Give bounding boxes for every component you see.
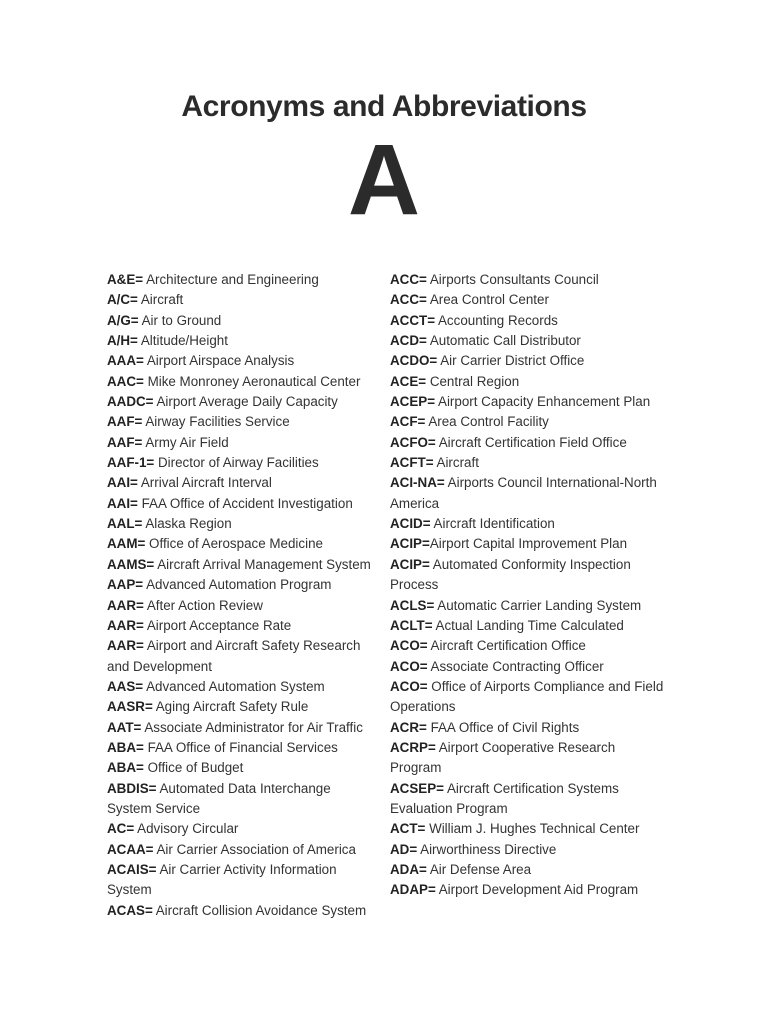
acronym-entry: [107, 392, 375, 412]
acronym-term: A&E=: [107, 272, 144, 287]
acronym-definition: Associate Contracting Officer: [427, 658, 604, 674]
acronym-definition: Area Control Facility: [425, 414, 549, 430]
acronym-term: ACC=: [390, 292, 427, 308]
acronym-term: ACI-NA=: [390, 475, 445, 491]
acronym-definition: Advanced Automation System: [143, 678, 325, 694]
acronym-definition: Aircraft Identification: [430, 516, 555, 532]
acronym-entry: [390, 473, 666, 514]
acronym-definition: Altitude/Height: [137, 333, 228, 349]
acronym-term: ACD=: [390, 333, 427, 349]
acronym-term: ACLT=: [390, 617, 433, 633]
acronym-term: ACAA=: [107, 841, 154, 857]
acronym-definition: Airport Development Aid Program: [435, 882, 639, 898]
acronym-definition: Aging Aircraft Safety Rule: [152, 699, 309, 715]
acronym-entry: [390, 453, 666, 473]
acronym-definition: FAA Office of Accident Investigation: [137, 495, 353, 511]
acronym-term: AAF-1=: [107, 455, 155, 471]
acronym-term: ACCT=: [390, 312, 436, 328]
acronym-definition: FAA Office of Financial Services: [143, 739, 338, 755]
acronym-definition: Airport Cooperative Research Program: [390, 739, 616, 776]
acronym-entry: [107, 779, 375, 820]
acronym-definition: Airport Acceptance Rate: [143, 617, 292, 633]
acronym-definition: FAA Office of Civil Rights: [426, 719, 580, 735]
acronym-entry: [107, 412, 375, 432]
acronym-entry: [107, 311, 375, 331]
acronym-definition: Airports Consultants Council: [426, 272, 599, 287]
acronym-definition: Air Defense Area: [426, 861, 532, 877]
acronym-entry: [107, 473, 375, 493]
acronym-entry: [390, 290, 666, 310]
acronym-definition: William J. Hughes Technical Center: [425, 821, 640, 837]
acronym-definition: After Action Review: [143, 597, 263, 613]
acronym-term: AD=: [390, 841, 418, 857]
acronym-definition: Airport Airspace Analysis: [143, 353, 295, 369]
acronym-term: ACIP=: [390, 556, 430, 572]
acronym-definition: Aircraft: [433, 455, 479, 471]
acronym-definition: Aircraft Certification Field Office: [435, 434, 627, 450]
acronym-term: AAT=: [107, 719, 142, 735]
acronym-term: ADA=: [390, 861, 427, 877]
acronym-entry: [107, 677, 375, 697]
acronym-entry: [390, 819, 666, 839]
acronym-term: AAI=: [107, 475, 138, 491]
acronym-entry: [107, 636, 375, 677]
acronym-definition: Office of Aerospace Medicine: [145, 536, 323, 552]
acronym-entry: [390, 412, 666, 432]
acronym-entry: [107, 555, 375, 575]
left-column: [107, 270, 375, 921]
acronym-term: ACT=: [390, 821, 426, 837]
acronym-entry: [390, 534, 666, 554]
acronym-term: ACIP=: [390, 536, 430, 552]
acronym-term: ACSEP=: [390, 780, 444, 796]
acronym-definition: Area Control Center: [426, 292, 549, 308]
acronym-entry: [390, 880, 666, 900]
acronym-entry: [107, 331, 375, 351]
acronym-definition: Army Air Field: [142, 434, 229, 450]
acronym-term: AAR=: [107, 597, 144, 613]
acronym-definition: Air Carrier Association of America: [153, 841, 356, 857]
acronym-term: AAMS=: [107, 556, 155, 572]
acronym-term: AAL=: [107, 516, 143, 532]
acronym-entry: [107, 718, 375, 738]
acronym-definition: Airport Average Daily Capacity: [153, 394, 338, 410]
acronym-term: AAF=: [107, 434, 143, 450]
acronym-entry: [390, 677, 666, 718]
acronym-entry: [107, 494, 375, 514]
acronym-term: AAM=: [107, 536, 146, 552]
acronym-definition: Accounting Records: [435, 312, 558, 328]
acronym-entry: [390, 779, 666, 820]
acronym-definition: Central Region: [426, 373, 520, 389]
acronym-entry: [107, 270, 375, 290]
acronym-definition: Airport Capital Improvement Plan: [429, 536, 628, 552]
acronym-definition: Airport Capacity Enhancement Plan: [435, 394, 651, 410]
acronym-definition: Architecture and Engineering: [143, 272, 319, 287]
acronym-definition: Alaska Region: [142, 516, 232, 532]
acronym-definition: Aircraft Certification Office: [427, 638, 586, 654]
acronym-definition: Automated Conformity Inspection Process: [390, 556, 631, 593]
acronym-entry: [390, 351, 666, 371]
acronym-term: ABA=: [107, 739, 144, 755]
acronym-entry: [390, 860, 666, 880]
acronym-term: ACC=: [390, 272, 427, 287]
acronym-definition: Office of Airports Compliance and Field Operations: [390, 678, 664, 715]
acronym-term: ACFT=: [390, 455, 434, 471]
acronym-term: ACRP=: [390, 739, 436, 755]
acronym-entry: [390, 331, 666, 351]
acronym-definition: Airway Facilities Service: [142, 414, 290, 430]
acronym-term: ABDIS=: [107, 780, 157, 796]
acronym-term: AAA=: [107, 353, 144, 369]
acronym-definition: Airports Council International-North America: [390, 475, 657, 511]
acronym-definition: Aircraft: [137, 292, 184, 308]
acronym-term: ACFO=: [390, 434, 436, 450]
acronym-term: A/C=: [107, 292, 138, 308]
acronym-entry: [107, 372, 375, 392]
acronym-definition: Automated Data Interchange System Service: [107, 780, 331, 816]
page-title: Acronyms and Abbreviations: [181, 90, 587, 123]
acronym-term: ACF=: [390, 414, 426, 430]
acronym-entry: [390, 270, 666, 290]
acronym-entry: [107, 819, 375, 839]
acronym-entry: [390, 738, 666, 779]
acronym-definition: Air Carrier District Office: [437, 353, 585, 369]
acronym-definition: Aircraft Certification Systems Evaluation Program: [390, 780, 619, 816]
acronym-entry: [390, 514, 666, 534]
acronym-term: AASR=: [107, 699, 153, 715]
acronym-entry: [390, 718, 666, 738]
right-column: [390, 270, 666, 901]
acronym-definition: Air to Ground: [138, 312, 222, 328]
acronym-term: AAR=: [107, 638, 144, 654]
acronym-entry: [390, 311, 666, 331]
acronym-term: AAS=: [107, 678, 144, 694]
acronym-entry: [107, 860, 375, 901]
acronym-definition: Aircraft Arrival Management System: [154, 556, 371, 572]
acronym-term: ACEP=: [390, 394, 436, 410]
acronym-entry: [107, 351, 375, 371]
acronym-definition: Associate Administrator for Air Traffic: [141, 719, 363, 735]
acronym-definition: Airport and Aircraft Safety Research and Development: [107, 638, 361, 674]
acronym-term: AAC=: [107, 373, 144, 389]
acronym-term: AAP=: [107, 577, 144, 593]
acronym-term: ACAS=: [107, 902, 153, 918]
acronym-entry: [107, 534, 375, 554]
acronym-definition: Director of Airway Facilities: [154, 455, 319, 471]
acronym-term: AADC=: [107, 394, 154, 410]
acronym-entry: [390, 372, 666, 392]
acronym-entry: [107, 290, 375, 310]
acronym-entry: [390, 657, 666, 677]
acronym-term: AC=: [107, 821, 135, 837]
acronym-term: ACDO=: [390, 353, 438, 369]
acronym-entry: [390, 596, 666, 616]
acronym-entry: [390, 616, 666, 636]
acronym-definition: Air Carrier Activity Information System: [107, 861, 337, 898]
acronym-definition: Mike Monroney Aeronautical Center: [143, 373, 361, 389]
acronym-term: ACLS=: [390, 597, 435, 613]
acronym-term: ACID=: [390, 516, 431, 532]
acronym-definition: Aircraft Collision Avoidance System: [152, 902, 367, 918]
acronym-entry: [390, 636, 666, 656]
acronym-entry: [107, 738, 375, 758]
acronym-term: ACR=: [390, 719, 427, 735]
acronym-entry: [107, 616, 375, 636]
acronym-entry: [390, 555, 666, 596]
acronym-entry: [107, 453, 375, 473]
acronym-entry: [390, 840, 666, 860]
acronym-entry: [107, 758, 375, 778]
acronym-entry: [107, 433, 375, 453]
acronym-term: AAI=: [107, 495, 138, 511]
acronym-entry: [107, 514, 375, 534]
acronym-term: AAR=: [107, 617, 144, 633]
acronym-entry: [107, 697, 375, 717]
acronym-definition: Airworthiness Directive: [417, 841, 557, 857]
acronym-entry: [390, 392, 666, 412]
acronym-definition: Automatic Call Distributor: [426, 333, 581, 349]
acronym-term: AAF=: [107, 414, 143, 430]
acronym-term: ACO=: [390, 678, 428, 694]
acronym-definition: Automatic Carrier Landing System: [434, 597, 642, 613]
acronym-definition: Advanced Automation Program: [143, 577, 332, 593]
acronym-definition: Arrival Aircraft Interval: [137, 475, 272, 491]
acronym-entry: [107, 840, 375, 860]
acronym-term: A/G=: [107, 312, 139, 328]
acronym-entry: [390, 433, 666, 453]
acronym-term: ADAP=: [390, 882, 436, 898]
acronym-term: ACO=: [390, 658, 428, 674]
acronym-term: ACAIS=: [107, 861, 157, 877]
section-letter: A: [347, 124, 421, 236]
acronym-entry: [107, 575, 375, 595]
acronym-entry: [107, 596, 375, 616]
acronym-definition: Office of Budget: [143, 760, 244, 776]
acronym-entry: [107, 901, 375, 921]
acronym-definition: Advisory Circular: [134, 821, 239, 837]
acronym-term: A/H=: [107, 333, 138, 349]
acronym-definition: Actual Landing Time Calculated: [432, 617, 624, 633]
acronym-term: ACO=: [390, 638, 428, 654]
acronym-term: ABA=: [107, 760, 144, 776]
acronym-term: ACE=: [390, 373, 427, 389]
